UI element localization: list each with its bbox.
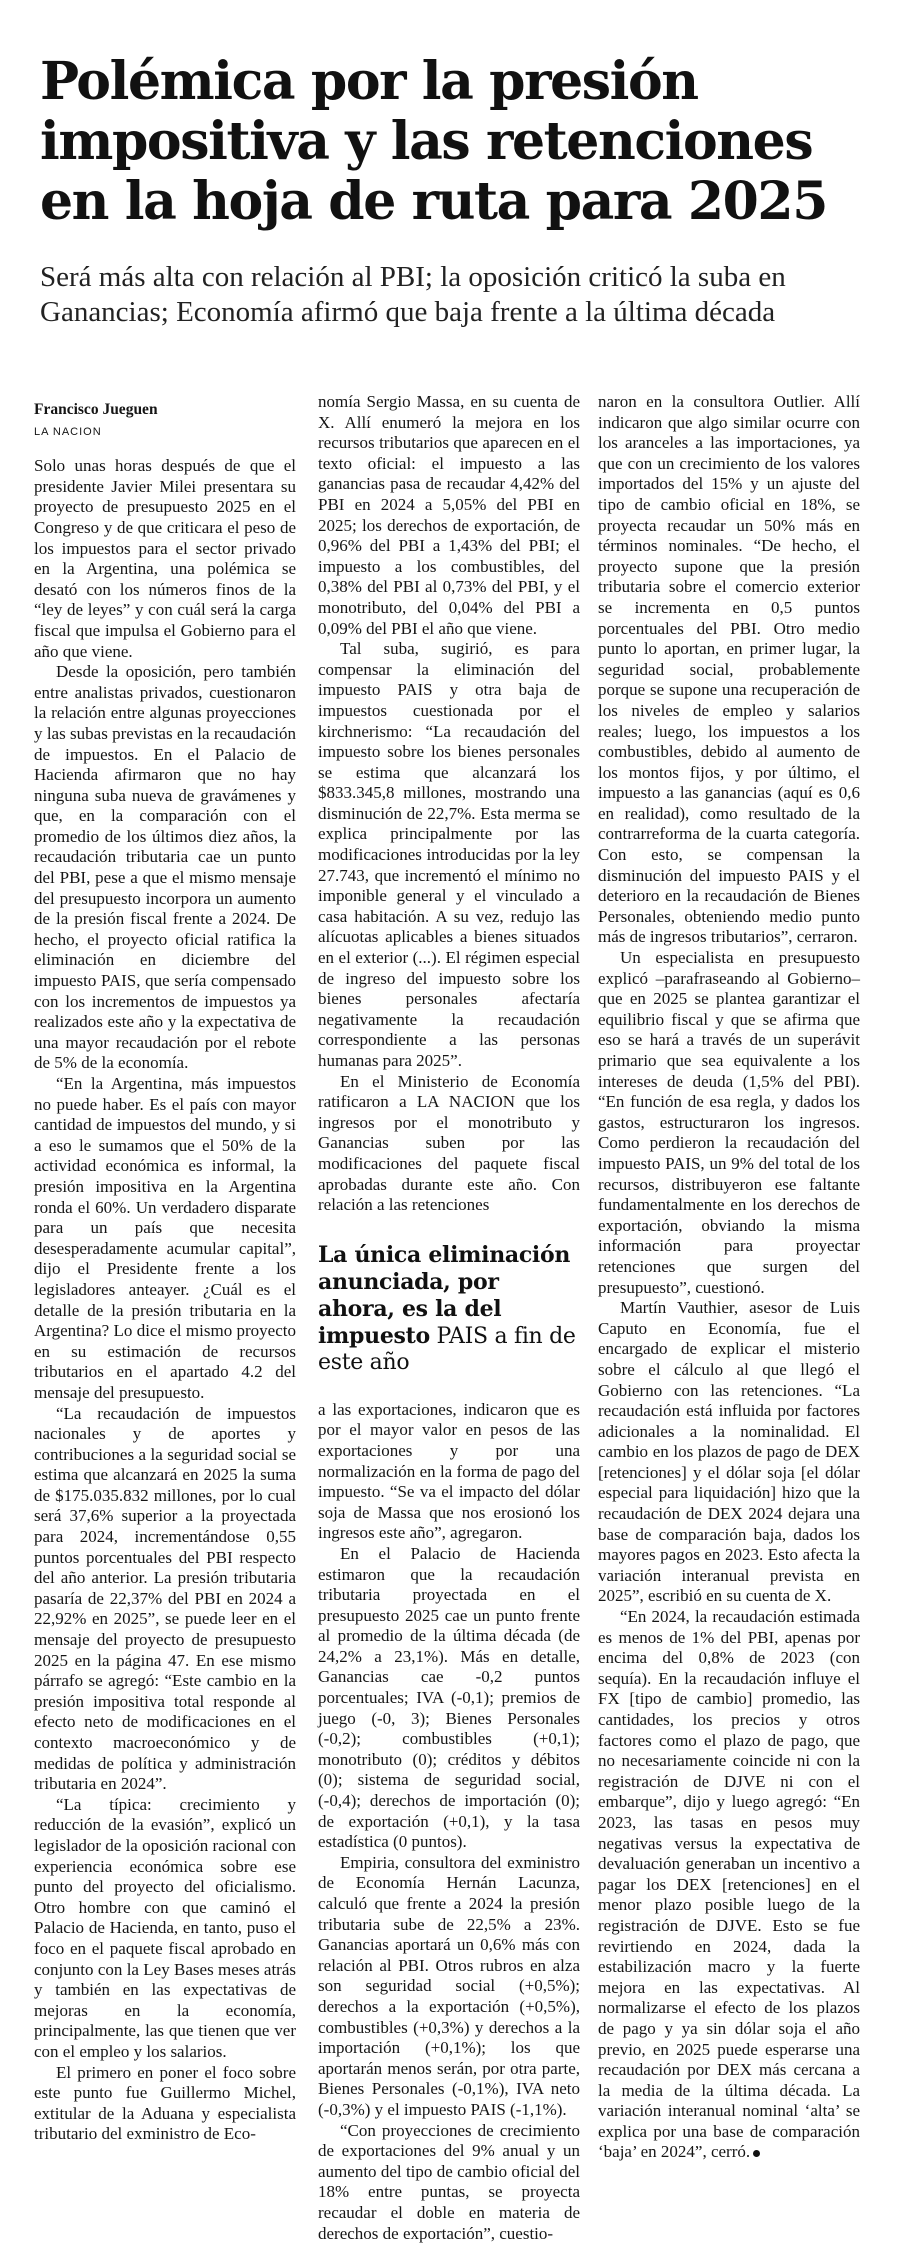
- paragraph: Solo unas horas después de que el presidente Javier Milei presentara su proyecto de presupuesto 2025 en el Congreso y de que criticara el peso de los impuestos para el sector privado en la Argentina, una polémica se desató con los números finos de la “ley de leyes” y con cuál será la carga fiscal que impulsa el Gobierno para el año que viene.: [34, 456, 296, 661]
- paragraph-final: [598, 1607, 860, 2163]
- paragraph: naron en la consultora Outlier. Allí indicaron que algo similar ocurre con los aranceles a las importaciones, ya que con un crecimiento de los valores importados del 15% y un ajuste del tipo de cambio oficial en 18%, se proyecta recaudar un 50% más en términos nominales. “De hecho, el proyecto supone que la presión tributaria sobre el comercio exterior se incrementa en 0,5 puntos porcentuales del PBI. Otro medio punto lo aportan, en primer lugar, la seguridad social, probablemente porque se supone una recuperación de los niveles de empleo y salarios reales; luego, los impuestos a los combustibles, debido al aumento de los montos fijos, y por último, el impuesto a las ganancias (aquí es 0,6 en realidad), como resultado de la contrarreforma de la cuarta categoría. Con esto, se compensan la disminución del impuesto PAIS y el deterioro en la recaudación de Bienes Personales, obteniendo medio punto más de ingresos tributarios”, cerraron.: [598, 392, 860, 947]
- final-paragraph-text: “En 2024, la recaudación estimada es menos de 1% del PBI, apenas por encima del 0,8% de 2023 (con sequía). En la recaudación influye el FX [tipo de cambio] promedio, las cantidades, los precios y otros factores como el plazo de pago, que no necesariamente coincide ni con la registración de DJVE ni con el embarque”, dijo y luego agregó: “En 2023, las tasas en pesos muy negativas versus la expectativa de devaluación generaban un incentivo a pagar los DEX [retenciones] en el menor plazo posible luego de la registración de DJVE. Esto se fue revirtiendo en 2024, dada la estabilización macro y la fuerte mejora en las expectativas. Al normalizarse el efecto de los plazos de pago y ya sin dólar soja el año previo, en 2025 puede esperarse una recaudación por DEX más cercana a la media de la última década. La variación interanual nominal ‘alta’ se explica por una base de comparación ‘baja’ en 2024”, cerró.: [598, 1607, 860, 2162]
- byline-author: Francisco Jueguen: [34, 401, 158, 418]
- paragraph: a las exportaciones, indicaron que es por el mayor valor en pesos de las exportaciones y por una normalización en la forma de pago del impuesto. “Se va el impacto del dólar soja de Massa que nos erosionó los ingresos este año”, agregaron.: [318, 1399, 580, 1543]
- paragraph: Empiria, consultora del exministro de Economía Hernán Lacunza, calculó que frente a 2024 la presión tributaria sube de 22,5% a 23%. Ganancias aportará un 0,6% más con relación al PBI. Otros rubros en alza son seguridad social (+0,5%); derechos a la exportación (+0,5%), combustibles (+0,3%) y derechos a la importación (+0,1%); los que aportarán menos serán, por otra parte, Bienes Personales (-0,1%), IVA neto (-0,3%) y el impuesto PAIS (-1,1%).: [318, 1852, 580, 2119]
- paragraph: Martín Vauthier, asesor de Luis Caputo en Economía, fue el encargado de explicar el misterio sobre el cálculo al que llegó el Gobierno con las retenciones. “La recaudación está influida por factores adicionales a la nominalidad. El cambio en los plazos de pago de DEX [retenciones] y el dólar soja [el dólar especial para liquidación] hizo que la recaudación de DEX 2024 dejara una base de comparación baja, dados los mayores pagos en 2023. Esto afecta la variación interanual prevista en 2025”, escribió en su cuenta de X.: [598, 1298, 860, 1606]
- paragraph: Tal suba, sugirió, es para compensar la eliminación del impuesto PAIS y otra baja de impuestos cuestionada por el kirchnerismo: “La recaudación del impuesto sobre los bienes personales se estima que alcanzará los $833.345,8 millones, mostrando una disminución de 22,7%. Esta merma se explica principalmente por las modificaciones introducidas por la ley 27.743, que incrementó el mínimo no imponible general y el vinculado a casa habitación. A su vez, redujo las alícuotas aplicables a bienes situados en el exterior (...). El régimen especial de ingreso del impuesto sobre los bienes personales afectaría negativamente la recaudación correspondiente a las personas humanas para 2025”.: [318, 639, 580, 1070]
- paragraph: En el Palacio de Hacienda estimaron que la recaudación tributaria proyectada en el presupuesto 2025 cae un punto frente al promedio de la última década (de 24,2% a 23,1%). Más en detalle, Ganancias cae -0,2 puntos porcentuales; IVA (-0,1); premios de juego (-0, 3); Bienes Personales (-0,2); combustibles (+0,1); monotributo (0); créditos y débitos (0); sistema de seguridad social, (-0,4); derechos de importación (0); de exportación (+0,1), y la tasa estadística (0 puntos).: [318, 1543, 580, 1852]
- article-column-3: [598, 392, 860, 2162]
- paragraph: “La típica: crecimiento y reducción de la evasión”, explicó un legislador de la oposición racional con experiencia económica sobre ese punto del proyecto del oficialismo. Otro hombre con que caminó el Palacio de Hacienda, en tanto, puso el foco en el paquete fiscal aprobado en conjunto con la Ley Bases meses atrás y también en las expectativas de mejoras en la economía, principalmente, las que tienen que ver con el empleo y los salarios.: [34, 1794, 296, 2061]
- article-column-1: [34, 392, 296, 2152]
- headline: Polémica por la presión impositiva y las retenciones en la hoja de ruta para 2025: [40, 51, 827, 232]
- paragraph: “En la Argentina, más impuestos no puede haber. Es el país con mayor cantidad de impuestos del mundo, y si a eso le sumamos que el 50% de la actividad económica es informal, la presión impositiva en la Argentina ronda el 60%. Un verdadero disparate para un país que necesita desesperadamente acumular capital”, dijo el Presidente frente a los legisladores anteayer. ¿Cuál es el detalle de la presión tributaria en la Argentina? Lo dice el mismo proyecto en su estimación de recursos tributarios en el apartado 4.2 del mensaje del presupuesto.: [34, 1074, 296, 1402]
- paragraph: “Con proyecciones de crecimiento de exportaciones del 9% anual y un aumento del tipo de cambio oficial del 18% entre puntas, se proyecta recaudar el doble en materia de derechos de exportación”, cuestio-: [318, 2120, 580, 2243]
- byline-source: LA NACION: [34, 425, 102, 438]
- paragraph: Un especialista en presupuesto explicó –parafraseando al Gobierno– que en 2025 se plantea garantizar el equilibrio fiscal y que se afirma que eso se hará a través de un superávit primario que sea equivalente a los intereses de deuda (1,5% del PBI). “En función de esa regla, y dados los gastos, estructuraron los ingresos. Como perdieron la recaudación del impuesto PAIS, un 9% del total de los recursos, distribuyeron ese faltante fundamentalmente en los derechos de exportación, obviando la misma información para proyectar retenciones que surgen del presupuesto”, cuestionó.: [598, 948, 860, 1297]
- paragraph: El primero en poner el foco sobre este punto fue Guillermo Michel, extitular de la Aduana y especialista tributario del exministro de Eco-: [34, 2062, 296, 2144]
- pull-quote: [318, 1242, 580, 1376]
- article-column-2: [318, 392, 580, 2243]
- paragraph: Desde la oposición, pero también entre analistas privados, cuestionaron la relación entre algunas proyecciones y las subas previstas en la recaudación de impuestos. En el Palacio de Hacienda afirmaron que no hay ninguna suba nueva de gravámenes y que, en la comparación con el promedio de los últimos diez años, la recaudación tributaria cae un punto del PBI, pese a que el mismo mensaje del presupuesto incorpora un aumento de la presión fiscal frente a 2024. De hecho, el proyecto oficial ratifica la eliminación en diciembre del impuesto PAIS, que sería compensado con los incrementos de impuestos ya realizados este año y la expectativa de una mayor recaudación por el rebote de 5% de la economía.: [34, 662, 296, 1073]
- end-mark-icon: [753, 2150, 760, 2157]
- paragraph: nomía Sergio Massa, en su cuenta de X. Allí enumeró la mejora en los recursos tributarios que aparecen en el texto oficial: el impuesto a las ganancias pasa de recaudar 4,42% del PBI en 2024 a 5,05% del PBI en 2025; los derechos de exportación, de 0,96% del PBI a 1,43% del PBI; el impuesto a los combustibles, del 0,38% del PBI al 0,73% del PBI, y el monotributo, del 0,04% del PBI a 0,09% del PBI el año que viene.: [318, 392, 580, 638]
- paragraph: “La recaudación de impuestos nacionales y de aportes y contribuciones a la seguridad social se estima que alcanzará en 2025 la suma de $175.035.832 millones, por lo cual será 37,6% superior a la proyectada para 2024, incrementándose 0,55 puntos porcentuales del PBI respecto del año anterior. La presión tributaria pasaría de 22,37% del PBI en 2024 a 22,92% en 2025”, se puede leer en el mensaje del proyecto de presupuesto 2025 en la página 47. En ese mismo párrafo se agregó: “Este cambio en la presión impositiva total responde al efecto neto de modificaciones en el contexto macroeconómico y de medidas de política y administración tributaria en 2024”.: [34, 1403, 296, 1794]
- pull-quote-regular: PAIS a fin de este año: [318, 1323, 576, 1375]
- pull-quote-bold: La única eliminación anunciada, por ahora, es la del impuesto: [318, 1241, 571, 1349]
- paragraph: En el Ministerio de Economía ratificaron a LA NACION que los ingresos por el monotributo y Ganancias suben por las modificaciones del paquete fiscal aprobadas durante este año. Con relación a las retenciones: [318, 1071, 580, 1215]
- subheadline: Será más alta con relación al PBI; la oposición criticó la suba en Ganancias; Economía afirmó que baja frente a la última década: [40, 261, 786, 328]
